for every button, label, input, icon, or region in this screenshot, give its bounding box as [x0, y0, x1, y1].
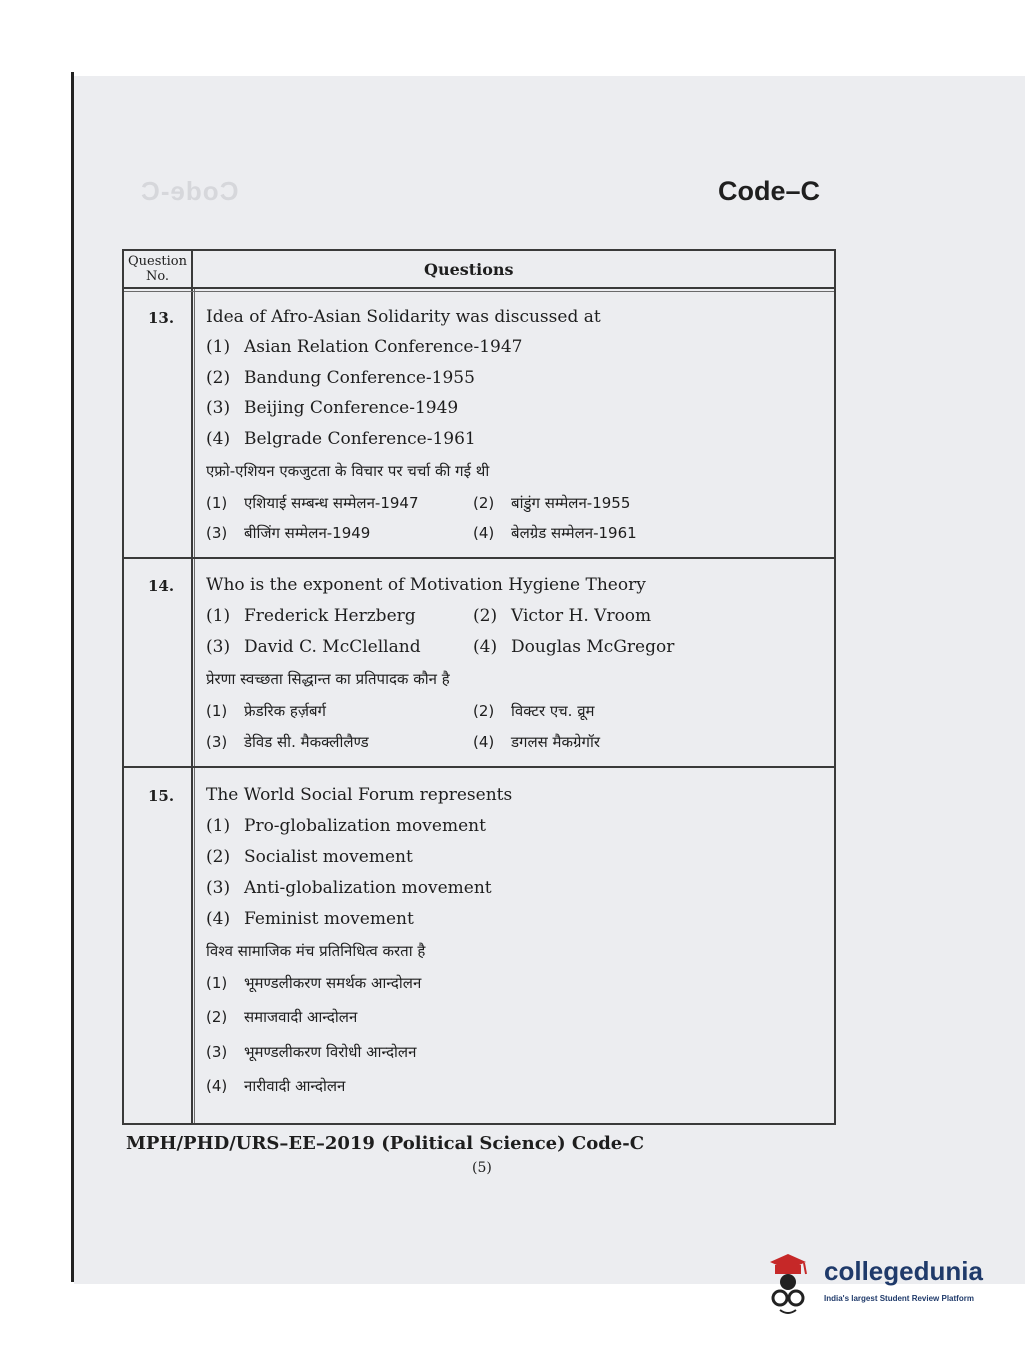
- question-number: 15.: [148, 787, 175, 805]
- option-number: (3): [206, 524, 228, 542]
- option-text: Frederick Herzberg: [244, 606, 416, 626]
- option-text: फ्रेडरिक हर्ज़बर्ग: [244, 702, 327, 720]
- option-hi: [206, 701, 326, 721]
- header-divider-inner: [124, 291, 834, 292]
- option-text: नारीवादी आन्दोलन: [244, 1077, 346, 1095]
- option-text: Asian Relation Conference-1947: [244, 337, 523, 357]
- option-en: [206, 816, 486, 836]
- questions-table: [122, 249, 836, 1125]
- option-text: David C. McClelland: [244, 637, 421, 657]
- mascot-icon: [766, 1250, 822, 1320]
- option-number: (4): [206, 909, 231, 929]
- question-text-en: Idea of Afro-Asian Solidarity was discussed at: [206, 307, 601, 327]
- option-hi: [473, 732, 600, 752]
- option-text: डगलस मैकग्रेगॉर: [511, 733, 600, 751]
- option-text: भूमण्डलीकरण समर्थक आन्दोलन: [244, 974, 422, 992]
- option-hi: [473, 701, 595, 721]
- option-en: [206, 878, 492, 898]
- option-text: विक्टर एच. व्रूम: [511, 702, 595, 720]
- option-hi: [473, 523, 637, 543]
- option-en: [206, 909, 414, 929]
- option-number: (2): [206, 1008, 228, 1026]
- question-text-hi: एफ्रो-एशियन एकजुटता के विचार पर चर्चा की गई थी: [206, 462, 490, 480]
- option-number: (4): [473, 637, 498, 657]
- row-divider: [124, 766, 834, 768]
- option-hi: [206, 523, 370, 543]
- option-text: Bandung Conference-1955: [244, 368, 475, 388]
- option-en: [206, 398, 458, 418]
- option-en: [206, 429, 476, 449]
- option-number: (4): [206, 429, 231, 449]
- option-number: (1): [206, 974, 228, 992]
- option-number: (2): [473, 702, 495, 720]
- option-number: (2): [473, 606, 498, 626]
- option-text: Anti-globalization movement: [244, 878, 492, 898]
- paper-code: Code–C: [718, 176, 821, 206]
- column-divider: [191, 251, 193, 1123]
- bleed-through-code: Code-C: [140, 176, 239, 206]
- option-number: (4): [473, 524, 495, 542]
- header-divider: [124, 287, 834, 289]
- option-text: एशियाई सम्बन्ध सम्मेलन-1947: [244, 494, 419, 512]
- question-text-hi: विश्व सामाजिक मंच प्रतिनिधित्व करता है: [206, 942, 426, 960]
- brand-tagline: India's largest Student Review Platform: [824, 1294, 974, 1303]
- option-number: (3): [206, 878, 231, 898]
- question-text-en: Who is the exponent of Motivation Hygiene Theory: [206, 575, 646, 595]
- option-hi: [206, 1076, 345, 1096]
- option-number: (1): [206, 494, 228, 512]
- question-text-en: The World Social Forum represents: [206, 785, 513, 805]
- row-divider: [124, 557, 834, 559]
- option-text: डेविड सी. मैकक्लीलैण्ड: [244, 733, 369, 751]
- footer-paper-code: MPH/PHD/URS–EE–2019 (Political Science) Code-C: [126, 1133, 645, 1154]
- option-hi: [206, 973, 421, 993]
- option-text: Socialist movement: [244, 847, 413, 867]
- option-hi: [206, 1042, 416, 1062]
- column-divider-inner: [194, 289, 195, 1123]
- option-number: (1): [206, 606, 231, 626]
- option-number: (3): [206, 1043, 228, 1061]
- option-text: Beijing Conference-1949: [244, 398, 459, 418]
- option-en: [206, 606, 416, 626]
- option-number: (2): [473, 494, 495, 512]
- collegedunia-logo[interactable]: [766, 1250, 1006, 1320]
- option-number: (3): [206, 398, 231, 418]
- option-en: [206, 847, 413, 867]
- questions-header: Questions: [424, 260, 514, 279]
- option-hi: [206, 732, 369, 752]
- option-text: बीजिंग सम्मेलन-1949: [244, 524, 371, 542]
- option-text: बांडुंग सम्मेलन-1955: [511, 494, 631, 512]
- question-text-hi: प्रेरणा स्वच्छता सिद्धान्त का प्रतिपादक कौन है: [206, 670, 450, 688]
- option-hi: [206, 1007, 357, 1027]
- option-en: [206, 337, 522, 357]
- option-en: [473, 637, 674, 657]
- option-text: Victor H. Vroom: [511, 606, 652, 626]
- option-text: समाजवादी आन्दोलन: [244, 1008, 358, 1026]
- option-text: बेलग्रेड सम्मेलन-1961: [511, 524, 637, 542]
- brand-name: collegedunia: [824, 1256, 983, 1286]
- option-number: (1): [206, 702, 228, 720]
- option-number: (3): [206, 733, 228, 751]
- option-text: Pro-globalization movement: [244, 816, 486, 836]
- option-number: (3): [206, 637, 231, 657]
- option-number: (2): [206, 847, 231, 867]
- option-text: Feminist movement: [244, 909, 414, 929]
- option-number: (2): [206, 368, 231, 388]
- option-en: [206, 368, 475, 388]
- option-number: (1): [206, 816, 231, 836]
- option-hi: [473, 493, 630, 513]
- page-number: (5): [472, 1160, 492, 1176]
- option-number: (4): [473, 733, 495, 751]
- question-no-header: Question No.: [128, 254, 187, 284]
- option-text: Belgrade Conference-1961: [244, 429, 476, 449]
- option-en: [473, 606, 651, 626]
- option-number: (4): [206, 1077, 228, 1095]
- option-hi: [206, 493, 419, 513]
- option-text: Douglas McGregor: [511, 637, 675, 657]
- question-number: 14.: [148, 577, 175, 595]
- option-text: भूमण्डलीकरण विरोधी आन्दोलन: [244, 1043, 417, 1061]
- option-number: (1): [206, 337, 231, 357]
- question-number: 13.: [148, 309, 175, 327]
- option-en: [206, 637, 421, 657]
